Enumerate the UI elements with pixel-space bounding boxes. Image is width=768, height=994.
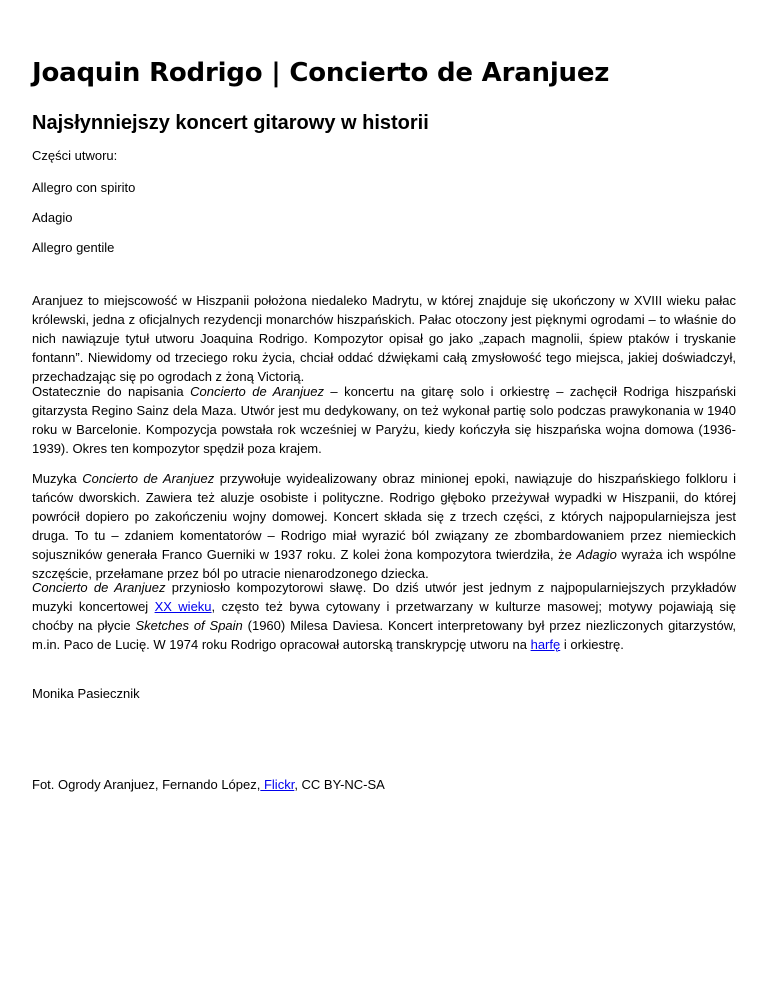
paragraph-3-adagio: Adagio	[576, 547, 617, 562]
page-subtitle: Najsłynniejszy koncert gitarowy w historii	[32, 112, 429, 134]
paragraph-3-title: Concierto de Aranjuez	[82, 471, 215, 486]
paragraph-3-text-c: wyraża ich wspólne szczęście, przełamane przez ból po utracie nienarodzonego dziecka.	[32, 547, 736, 581]
paragraph-4-album: Sketches of Spain	[135, 618, 243, 633]
link-xx-wieku[interactable]: XX wieku	[154, 599, 212, 614]
page-title: Joaquin Rodrigo | Concierto de Aranjuez	[32, 58, 610, 88]
paragraph-2-text-a: Ostatecznie do napisania	[32, 384, 191, 399]
paragraph-1: Aranjuez to miejscowość w Hiszpanii położona niedaleko Madrytu, w której znajduje się ukończony w XVIII wieku pałac królewski, jedna z oficjalnych rezydencji monarchów hiszpańskich. Pałac otoczony jest pięknymi ogrodami – to właśnie do nich nawiązuje tytuł utworu Joaquina Rodrigo. Kompozytor opisał go jako „zapach magnolii, śpiew ptaków i tryskanie fontann”. Niewidomy od trzeciego roku życia, chciał oddać dźwiękami całą zmysłowość tego miejsca, jakiej doświadczył, przechadzając się po ogrodach z żoną Victorią.	[32, 293, 736, 384]
part-item-1: Allegro con spirito	[32, 180, 136, 195]
part-item-3: Allegro gentile	[32, 240, 115, 255]
author-name: Monika Pasiecznik	[32, 686, 140, 701]
paragraph-2	[32, 382, 736, 458]
paragraph-4	[32, 578, 736, 654]
paragraph-4-title: Concierto de Aranjuez	[32, 580, 166, 595]
paragraph-3	[32, 469, 736, 583]
link-harfe[interactable]: harfę	[530, 637, 561, 652]
photo-credit-text-a: Fot. Ogrody Aranjuez, Fernando López,	[32, 777, 261, 792]
parts-label: Części utworu:	[32, 148, 118, 163]
part-item-2: Adagio	[32, 210, 73, 225]
photo-credit-text-b: , CC BY-NC-SA	[294, 777, 385, 792]
paragraph-4-text-c: (1960) Milesa Daviesa. Koncert interpretowany był przez niezliczonych gitarzystów, m.in. Paco de Lucię. W 1974 roku Rodrigo opracował autorską transkrypcję utworu na	[32, 618, 736, 652]
photo-credit	[32, 777, 385, 793]
paragraph-4-text-a: przyniosło kompozytorowi sławę. Do dziś utwór jest jednym z najpopularniejszych przykładów muzyki koncertowej	[32, 580, 736, 614]
link-flickr[interactable]: Flickr	[260, 777, 295, 792]
paragraph-3-text-b: przywołuje wyidealizowany obraz minionej epoki, nawiązuje do hiszpańskiego folkloru i tańców dworskich. Zawiera też aluzje osobiste i polityczne. Rodrigo głęboko przeżywał wypadki w Hiszpanii, do której powrócił dopiero po zakończeniu wojny domowej. Koncert składa się z trzech części, z których najpopularniejsza jest druga. To tu – zdaniem komentatorów – Rodrigo miał wyrazić ból związany ze zbombardowaniem przez niemieckich sojuszników generała Franco Guerniki w 1937 roku. Z kolei żona kompozytora twierdziła, że	[32, 471, 736, 562]
paragraph-2-text-b: – koncertu na gitarę solo i orkiestrę – zachęcił Rodriga hiszpański gitarzysta Regino Sainz dela Maza. Utwór jest mu dedykowany, on też wykonał partię solo podczas prawykonania w 1940 roku w Barcelonie. Kompozycja powstała rok wcześniej w Paryżu, kiedy kończyła się hiszpańska wojna domowa (1936-1939). Okres ten kompozytor spędził poza krajem.	[32, 384, 736, 456]
paragraph-4-text-b: , często też bywa cytowany i przetwarzany w kulturze masowej; motywy pojawiają się choćby na płycie	[32, 599, 737, 633]
paragraph-4-text-d: i orkiestrę.	[560, 637, 624, 652]
paragraph-3-text-a: Muzyka	[32, 471, 83, 486]
paragraph-2-title: Concierto de Aranjuez	[190, 384, 324, 399]
